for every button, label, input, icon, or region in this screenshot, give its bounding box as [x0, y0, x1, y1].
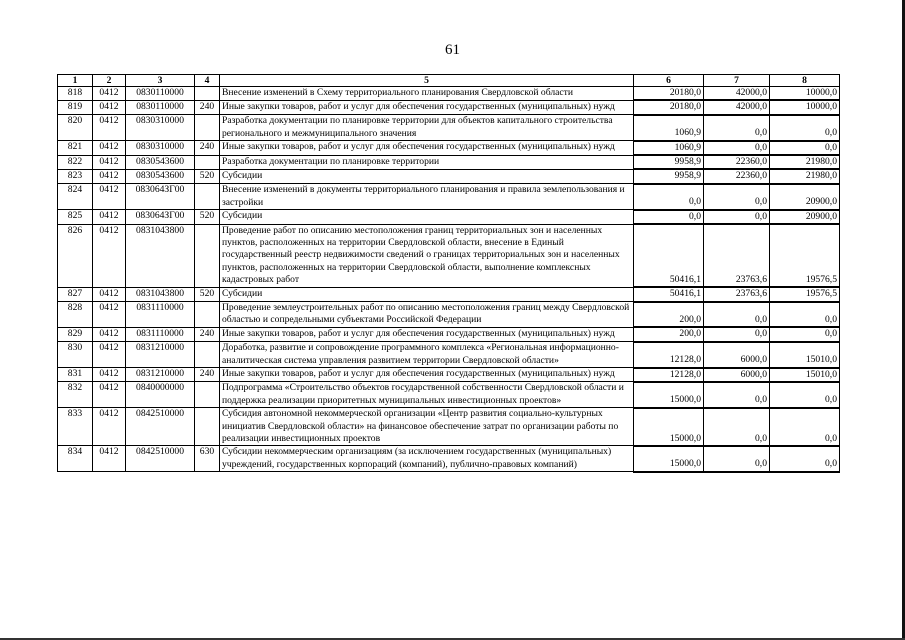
amount-year-1: 1060,9: [634, 141, 704, 155]
section-code: 0412: [93, 224, 126, 287]
section-code: 0412: [93, 446, 126, 472]
table-row: [58, 327, 840, 341]
target-article-code: 0830543600: [126, 169, 195, 183]
target-article-code: 083064ЗГ00: [126, 210, 195, 224]
amount-year-2: 0,0: [704, 141, 770, 155]
expense-type-code: 630: [195, 446, 220, 472]
row-name: Иные закупки товаров, работ и услуг для обеспечения государственных (муниципальных) нужд: [220, 141, 634, 155]
amount-year-3: 20900,0: [770, 184, 840, 210]
amount-year-2: 23763,6: [704, 224, 770, 287]
amount-year-1: 0,0: [634, 210, 704, 224]
amount-year-2: 22360,0: [704, 155, 770, 169]
row-number: 824: [58, 184, 93, 210]
row-name: Субсидия автономной некоммерческой организации «Центр развития социально-культурных инициатив Свердловской области» на финансовое обеспечение затрат по организации работы по реализации инвестиционных проектов: [220, 408, 634, 446]
target-article-code: 0831110000: [126, 302, 195, 328]
target-article-code: 0831210000: [126, 368, 195, 382]
expense-type-code: 520: [195, 169, 220, 183]
expense-type-code: 520: [195, 287, 220, 301]
expense-type-code: [195, 408, 220, 446]
amount-year-1: 15000,0: [634, 408, 704, 446]
table-row: [58, 368, 840, 382]
row-number: 827: [58, 287, 93, 301]
row-number: 825: [58, 210, 93, 224]
header-col-3: 3: [126, 75, 195, 87]
target-article-code: 0830110000: [126, 87, 195, 101]
amount-year-3: 0,0: [770, 446, 840, 472]
row-number: 820: [58, 115, 93, 141]
section-code: 0412: [93, 210, 126, 224]
amount-year-1: 12128,0: [634, 368, 704, 382]
table-row: [58, 302, 840, 328]
expense-type-code: [195, 155, 220, 169]
header-col-2: 2: [93, 75, 126, 87]
section-code: 0412: [93, 302, 126, 328]
table-body: [58, 87, 840, 472]
amount-year-3: 0,0: [770, 302, 840, 328]
row-name: Доработка, развитие и сопровождение программного комплекса «Региональная информационно-аналитическая система управления развитием территории Свердловской области»: [220, 342, 634, 368]
amount-year-3: 0,0: [770, 115, 840, 141]
row-name: Субсидии: [220, 287, 634, 301]
target-article-code: 0842510000: [126, 446, 195, 472]
amount-year-2: 0,0: [704, 115, 770, 141]
row-name: Проведение работ по описанию местоположения границ территориальных зон и населенных пунктов, расположенных на территории Свердловской области, внесение в Единый государственный реестр недвижимости сведений о границах территориальных зон и населенных пунктов, расположенных на территории Свердловской области, выполнение комплексных кадастровых работ: [220, 224, 634, 287]
header-col-6: 6: [634, 75, 704, 87]
table-row: [58, 115, 840, 141]
section-code: 0412: [93, 342, 126, 368]
expense-type-code: 240: [195, 141, 220, 155]
amount-year-1: 9958,9: [634, 169, 704, 183]
row-number: 822: [58, 155, 93, 169]
expense-type-code: [195, 184, 220, 210]
amount-year-2: 23763,6: [704, 287, 770, 301]
row-name: Субсидии некоммерческим организациям (за исключением государственных (муниципальных) учреждений, государственных корпораций (компаний), публично-правовых компаний): [220, 446, 634, 472]
table-row: [58, 287, 840, 301]
amount-year-1: 200,0: [634, 302, 704, 328]
expense-type-code: 240: [195, 327, 220, 341]
amount-year-1: 15000,0: [634, 446, 704, 472]
row-name: Внесение изменений в Схему территориального планирования Свердловской области: [220, 87, 634, 101]
expense-type-code: [195, 302, 220, 328]
table-row: [58, 155, 840, 169]
table-row: [58, 210, 840, 224]
row-number: 831: [58, 368, 93, 382]
amount-year-2: 0,0: [704, 184, 770, 210]
section-code: 0412: [93, 87, 126, 101]
amount-year-3: 15010,0: [770, 368, 840, 382]
header-col-8: 8: [770, 75, 840, 87]
target-article-code: 083064ЗГ00: [126, 184, 195, 210]
target-article-code: 0842510000: [126, 408, 195, 446]
target-article-code: 0831110000: [126, 327, 195, 341]
expense-type-code: 520: [195, 210, 220, 224]
amount-year-1: 50416,1: [634, 287, 704, 301]
amount-year-1: 20180,0: [634, 100, 704, 114]
page-number: 61: [445, 42, 460, 58]
section-code: 0412: [93, 382, 126, 408]
row-number: 833: [58, 408, 93, 446]
target-article-code: 0831043800: [126, 224, 195, 287]
target-article-code: 0830110000: [126, 100, 195, 114]
row-name: Субсидии: [220, 210, 634, 224]
row-name: Разработка документации по планировке территории для объектов капитального строительства регионального и межмуниципального значения: [220, 115, 634, 141]
section-code: 0412: [93, 100, 126, 114]
table-header: [58, 75, 840, 87]
row-number: 832: [58, 382, 93, 408]
amount-year-2: 22360,0: [704, 169, 770, 183]
expense-type-code: [195, 87, 220, 101]
target-article-code: 0831210000: [126, 342, 195, 368]
section-code: 0412: [93, 169, 126, 183]
amount-year-2: 0,0: [704, 302, 770, 328]
target-article-code: 0840000000: [126, 382, 195, 408]
row-number: 834: [58, 446, 93, 472]
amount-year-2: 42000,0: [704, 100, 770, 114]
amount-year-1: 1060,9: [634, 115, 704, 141]
header-col-5: 5: [220, 75, 634, 87]
table-row: [58, 169, 840, 183]
row-number: 819: [58, 100, 93, 114]
row-number: 823: [58, 169, 93, 183]
amount-year-3: 19576,5: [770, 287, 840, 301]
row-number: 828: [58, 302, 93, 328]
table-row: [58, 342, 840, 368]
amount-year-3: 10000,0: [770, 87, 840, 101]
table-row: [58, 408, 840, 446]
section-code: 0412: [93, 115, 126, 141]
section-code: 0412: [93, 327, 126, 341]
amount-year-1: 0,0: [634, 184, 704, 210]
amount-year-2: 0,0: [704, 446, 770, 472]
table-row: [58, 382, 840, 408]
row-name: Внесение изменений в документы территориального планирования и правила землепользования и застройки: [220, 184, 634, 210]
row-number: 830: [58, 342, 93, 368]
amount-year-2: 42000,0: [704, 87, 770, 101]
amount-year-2: 6000,0: [704, 368, 770, 382]
expense-type-code: [195, 224, 220, 287]
amount-year-1: 200,0: [634, 327, 704, 341]
budget-table: [57, 74, 840, 473]
target-article-code: 0830543600: [126, 155, 195, 169]
amount-year-2: 0,0: [704, 327, 770, 341]
amount-year-1: 9958,9: [634, 155, 704, 169]
amount-year-3: 15010,0: [770, 342, 840, 368]
amount-year-2: 0,0: [704, 210, 770, 224]
section-code: 0412: [93, 408, 126, 446]
target-article-code: 0830310000: [126, 141, 195, 155]
expense-type-code: 240: [195, 368, 220, 382]
section-code: 0412: [93, 368, 126, 382]
expense-type-code: 240: [195, 100, 220, 114]
amount-year-2: 0,0: [704, 382, 770, 408]
table-row: [58, 224, 840, 287]
row-name: Разработка документации по планировке территории: [220, 155, 634, 169]
amount-year-3: 0,0: [770, 408, 840, 446]
table-row: [58, 87, 840, 101]
row-number: 826: [58, 224, 93, 287]
amount-year-3: 21980,0: [770, 169, 840, 183]
expense-type-code: [195, 342, 220, 368]
table-row: [58, 184, 840, 210]
section-code: 0412: [93, 141, 126, 155]
amount-year-3: 21980,0: [770, 155, 840, 169]
target-article-code: 0830310000: [126, 115, 195, 141]
row-number: 829: [58, 327, 93, 341]
amount-year-3: 0,0: [770, 327, 840, 341]
amount-year-1: 15000,0: [634, 382, 704, 408]
amount-year-3: 20900,0: [770, 210, 840, 224]
target-article-code: 0831043800: [126, 287, 195, 301]
section-code: 0412: [93, 287, 126, 301]
row-name: Иные закупки товаров, работ и услуг для обеспечения государственных (муниципальных) нужд: [220, 327, 634, 341]
table-row: [58, 141, 840, 155]
header-col-4: 4: [195, 75, 220, 87]
amount-year-3: 19576,5: [770, 224, 840, 287]
row-name: Субсидии: [220, 169, 634, 183]
header-col-1: 1: [58, 75, 93, 87]
amount-year-3: 0,0: [770, 141, 840, 155]
row-name: Иные закупки товаров, работ и услуг для обеспечения государственных (муниципальных) нужд: [220, 100, 634, 114]
row-name: Иные закупки товаров, работ и услуг для обеспечения государственных (муниципальных) нужд: [220, 368, 634, 382]
row-number: 821: [58, 141, 93, 155]
amount-year-1: 20180,0: [634, 87, 704, 101]
amount-year-3: 10000,0: [770, 100, 840, 114]
expense-type-code: [195, 382, 220, 408]
row-number: 818: [58, 87, 93, 101]
section-code: 0412: [93, 155, 126, 169]
amount-year-2: 6000,0: [704, 342, 770, 368]
amount-year-1: 50416,1: [634, 224, 704, 287]
expense-type-code: [195, 115, 220, 141]
row-name: Подпрограмма «Строительство объектов государственной собственности Свердловской области и поддержка реализации приоритетных муниципальных инвестиционных проектов»: [220, 382, 634, 408]
table-row: [58, 100, 840, 114]
header-col-7: 7: [704, 75, 770, 87]
amount-year-1: 12128,0: [634, 342, 704, 368]
section-code: 0412: [93, 184, 126, 210]
amount-year-2: 0,0: [704, 408, 770, 446]
amount-year-3: 0,0: [770, 382, 840, 408]
row-name: Проведение землеустроительных работ по описанию местоположения границ между Свердловской областью и сопредельными субъектами Российской Федерации: [220, 302, 634, 328]
table-row: [58, 446, 840, 472]
